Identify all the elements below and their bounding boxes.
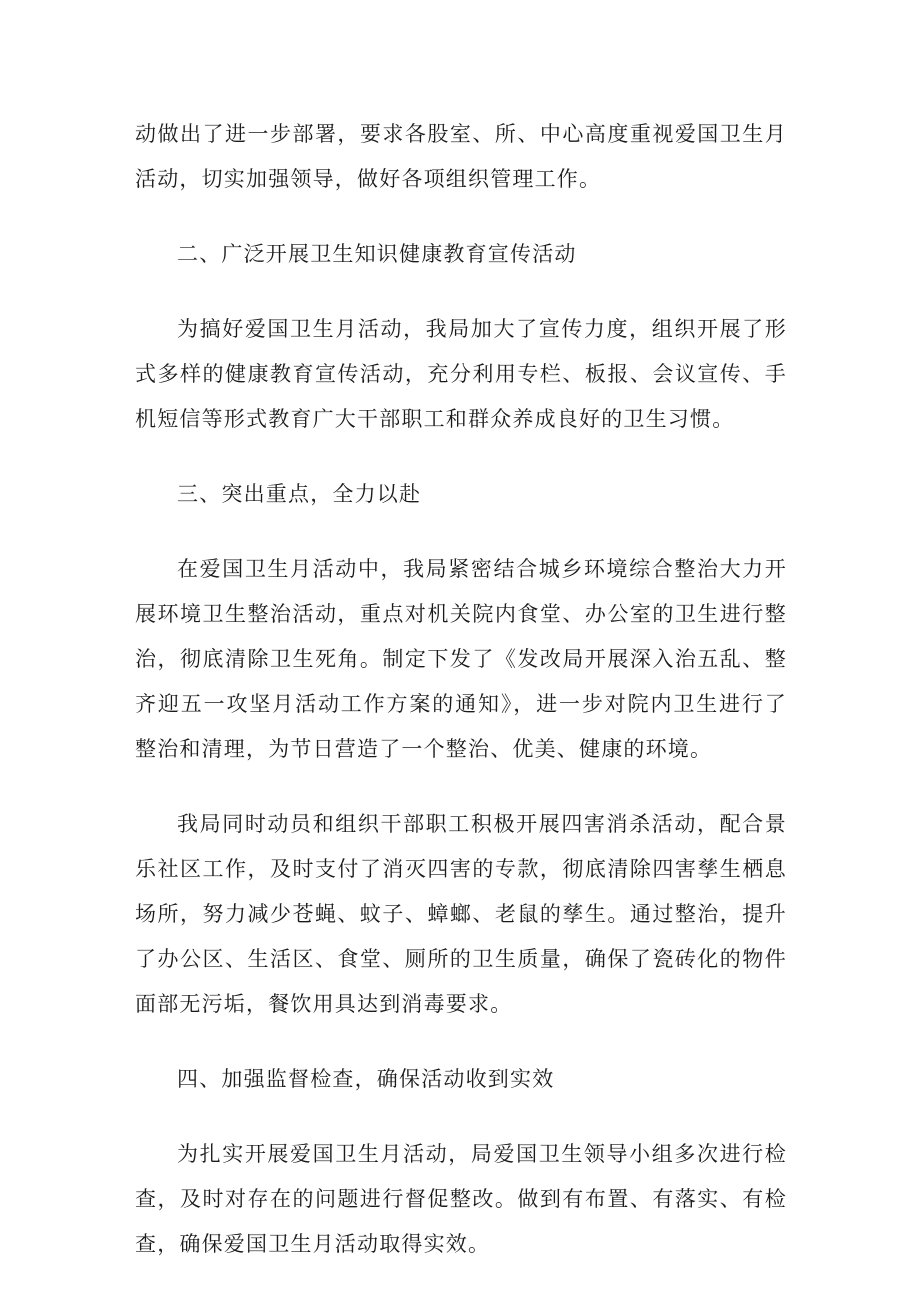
paragraph-environment: 在爱国卫生月活动中，我局紧密结合城乡环境综合整治大力开展环境卫生整治活动，重点对机关院内食堂、办公室的卫生进行整治，彻底清除卫生死角。制定下发了《发改局开展深入治五乱、整齐迎五一攻坚月活动工作方案的通知》，进一步对院内卫生进行了整治和清理，为节日营造了一个整治、优美、健康的环境。 — [135, 557, 787, 761]
paragraph-inspection: 为扎实开展爱国卫生月活动，局爱国卫生领导小组多次进行检查，及时对存在的问题进行督促整改。做到有布置、有落实、有检查，确保爱国卫生月活动取得实效。 — [135, 1142, 787, 1256]
paragraph-pest-control: 我局同时动员和组织干部职工积极开展四害消杀活动，配合景乐社区工作，及时支付了消灭四害的专款，彻底清除四害孳生栖息场所，努力减少苍蝇、蚊子、蟑螂、老鼠的孳生。通过整治，提升了办公区、生活区、食堂、厕所的卫生质量，确保了瓷砖化的物件面部无污垢，餐饮用具达到消毒要求。 — [135, 812, 787, 1016]
section-heading-3: 三、突出重点，全力以赴 — [177, 482, 422, 506]
section-heading-4: 四、加强监督检查，确保活动收到实效 — [177, 1067, 555, 1091]
section-heading-2: 二、广泛开展卫生知识健康教育宣传活动 — [177, 242, 577, 266]
paragraph-publicity: 为搞好爱国卫生月活动，我局加大了宣传力度，组织开展了形式多样的健康教育宣传活动，充分利用专栏、板报、会议宣传、手机短信等形式教育广大干部职工和群众养成良好的卫生习惯。 — [135, 317, 787, 431]
paragraph-continued: 动做出了进一步部署，要求各股室、所、中心高度重视爱国卫生月活动，切实加强领导，做好各项组织管理工作。 — [135, 122, 787, 191]
document-page — [135, 112, 787, 1267]
